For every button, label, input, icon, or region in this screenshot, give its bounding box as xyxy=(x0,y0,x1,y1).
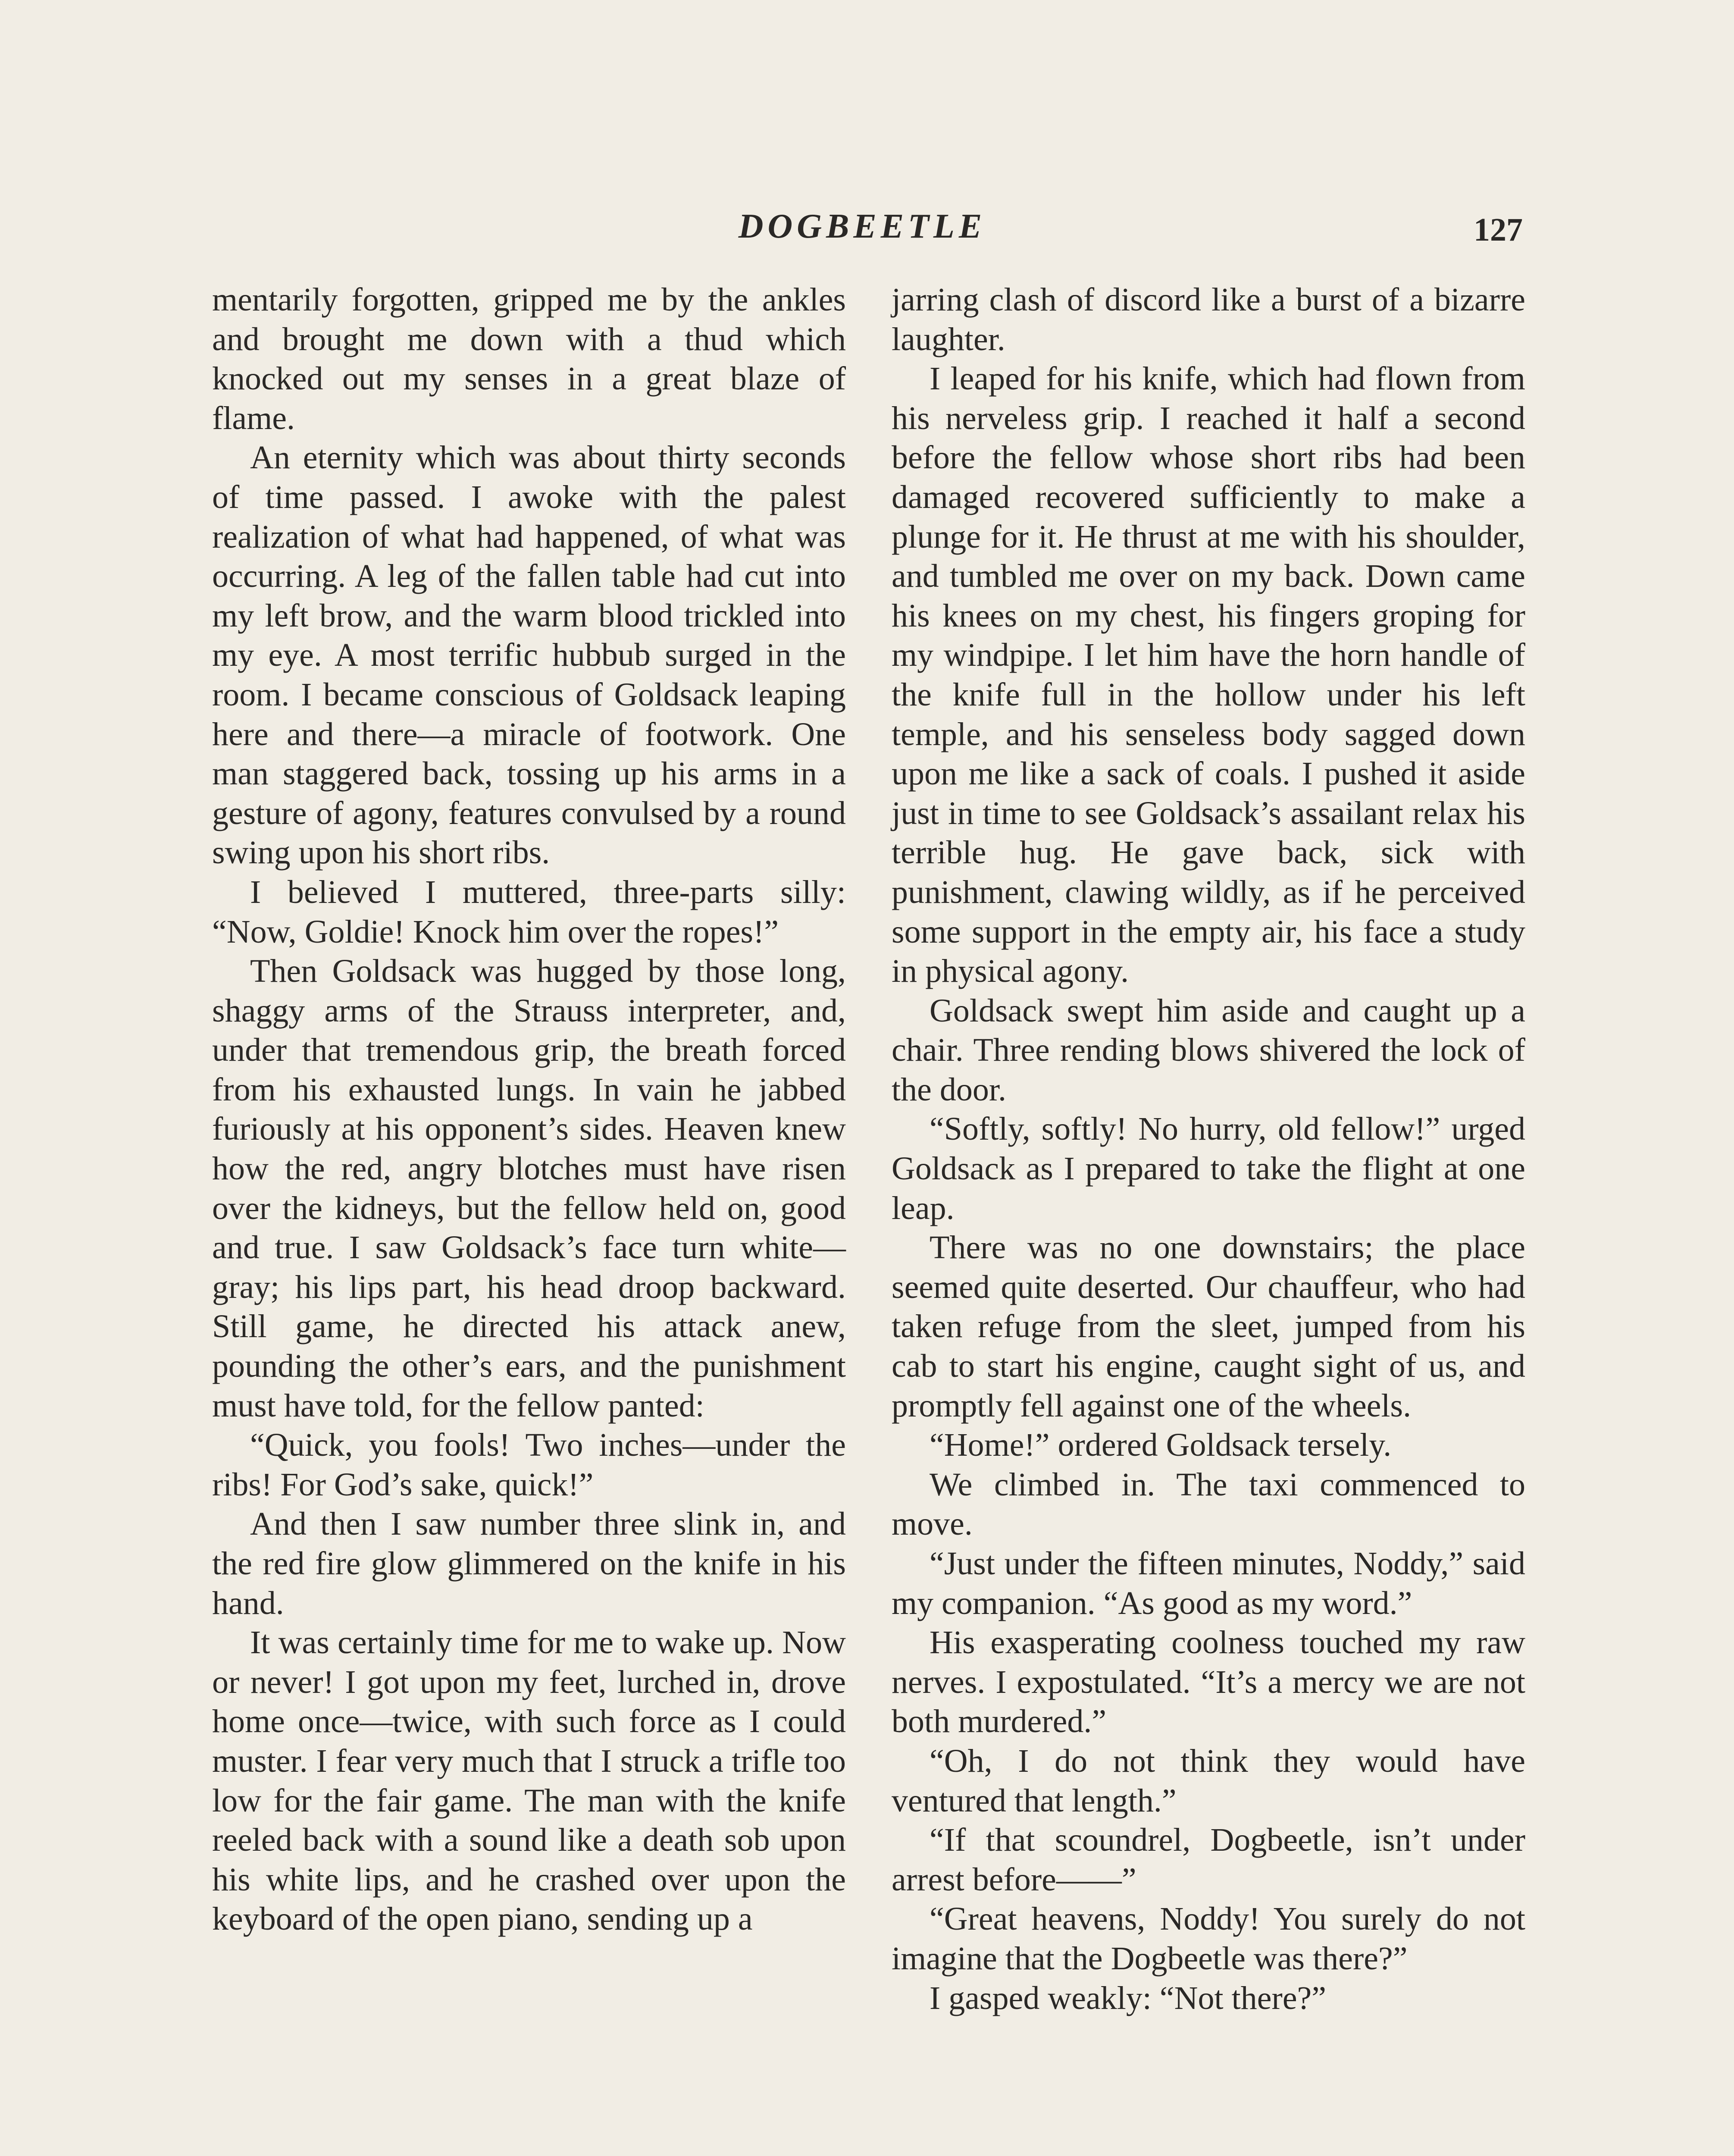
paragraph: mentarily forgotten, gripped me by the ankles and brought me down with a thud which knocked out my senses in a great blaze of flame. xyxy=(212,282,846,436)
paragraph: “Softly, softly! No hurry, old fellow!” urged Goldsack as I prepared to take the flight at one leap. xyxy=(892,1111,1525,1226)
page-number: 127 xyxy=(1474,212,1523,248)
paragraph: I gasped weakly: “Not there?” xyxy=(930,1980,1327,2016)
running-header xyxy=(0,203,1734,250)
paragraph: “Quick, you fools! Two inches—under the ribs! For God’s sake, quick!” xyxy=(212,1427,846,1503)
paragraph: I believed I muttered, three-parts silly: “Now, Goldie! Knock him over the ropes!” xyxy=(212,874,846,950)
paragraph: An eternity which was about thirty seconds of time passed. I awoke with the palest realization of what had happened, of what was occurring. A leg of the fallen table had cut into my left brow, and the warm blood trickled into my eye. A most terrific hubbub surged in the room. I became conscious of Goldsack leaping here and there—a miracle of footwork. One man staggered back, tossing up his arms in a gesture of agony, features convulsed by a round swing upon his short ribs. xyxy=(212,439,846,871)
paragraph: We climbed in. The taxi commenced to move. xyxy=(892,1466,1525,1542)
right-text-column xyxy=(892,280,1525,2156)
running-title: DOGBEETLE xyxy=(738,207,986,245)
left-text-column xyxy=(212,280,846,2156)
paragraph: “If that scoundrel, Dogbeetle, isn’t under arrest before——” xyxy=(892,1822,1525,1898)
paragraph: “Oh, I do not think they would have ventured that length.” xyxy=(892,1742,1525,1819)
paragraph: “Home!” ordered Goldsack tersely. xyxy=(930,1427,1392,1463)
paragraph: It was certainly time for me to wake up. Now or never! I got upon my feet, lurched in, drove home once—twice, with such force as I could muster. I fear very much that I struck a trifle too low for the fair game. The man with the knife reeled back with a sound like a death sob upon his white lips, and he crashed over upon the keyboard of the open piano, sending up a xyxy=(212,1624,846,1937)
paragraph: “Just under the fifteen minutes, Noddy,” said my companion. “As good as my word.” xyxy=(892,1545,1525,1621)
paragraph: Then Goldsack was hugged by those long, shaggy arms of the Strauss interpreter, and, under that tremendous grip, the breath forced from his exhausted lungs. In vain he jabbed furiously at his opponent’s sides. Heaven knew how the red, angry blotches must have risen over the kidneys, but the fellow held on, good and true. I saw Goldsack’s face turn white—gray; his lips part, his head droop backward. Still game, he directed his attack anew, pounding the other’s ears, and the punishment must have told, for the fellow panted: xyxy=(212,953,846,1424)
paragraph: I leaped for his knife, which had flown from his nerveless grip. I reached it half a second before the fellow whose short ribs had been damaged recovered sufficiently to make a plunge for it. He thrust at me with his shoulder, and tumbled me over on my back. Down came his knees on my chest, his fingers groping for my windpipe. I let him have the horn handle of the knife full in the hollow under his left temple, and his senseless body sagged down upon me like a sack of coals. I pushed it aside just in time to see Goldsack’s assailant relax his terrible hug. He gave back, sick with punishment, clawing wildly, as if he perceived some support in the empty air, his face a study in physical agony. xyxy=(892,360,1525,990)
paragraph: Goldsack swept him aside and caught up a chair. Three rending blows shivered the lock of the door. xyxy=(892,992,1525,1108)
paragraph: There was no one downstairs; the place seemed quite deserted. Our chauffeur, who had taken refuge from the sleet, jumped from his cab to start his engine, caught sight of us, and promptly fell against one of the wheels. xyxy=(892,1229,1525,1424)
paragraph: jarring clash of discord like a burst of a bizarre laughter. xyxy=(892,282,1525,357)
paragraph: And then I saw number three slink in, and the red fire glow glimmered on the knife in his hand. xyxy=(212,1506,846,1621)
paragraph: “Great heavens, Noddy! You surely do not imagine that the Dogbeetle was there?” xyxy=(892,1901,1525,1977)
paragraph: His exasperating coolness touched my raw nerves. I expostulated. “It’s a mercy we are not both murdered.” xyxy=(892,1624,1525,1740)
